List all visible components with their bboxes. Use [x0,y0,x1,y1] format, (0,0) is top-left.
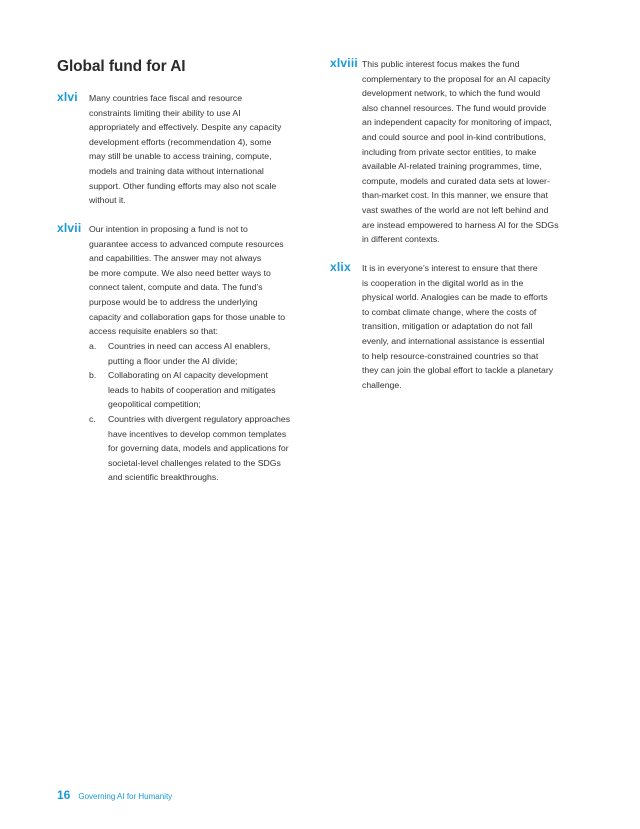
enabler-list [89,339,290,485]
text-line: purpose would be to address the underlying [89,296,258,307]
paragraph-number: xlviii [330,56,358,70]
text-line: available AI-related training programmes, time, [362,161,542,172]
text-line: and scientific breakthroughs. [108,472,219,483]
text-line: they can join the global effort to tackle a planetary [362,365,554,376]
paragraph-number: xlvi [57,90,78,104]
text-line: models and training data without international [89,165,264,176]
paragraph-xlviii [330,57,582,252]
paragraph-text [89,91,281,208]
text-line: Countries in need can access AI enablers, [108,341,271,351]
text-line: may still be unable to access training, compute, [89,151,272,162]
text-line: This public interest focus makes the fund [362,59,520,69]
text-line: for governing data, models and applications for [108,443,289,454]
text-line: without it. [89,195,126,206]
paragraph-text [89,222,285,339]
document-title: Governing AI for Humanity [78,792,173,801]
text-line: appropriately and effectively. Despite any capacity [89,122,282,133]
text-line: in different contexts. [362,234,440,245]
text-line: than-market cost. In this manner, we ensure that [362,190,548,201]
text-line: It is in everyone’s interest to ensure that there [362,263,538,273]
text-line: physical world. Analogies can be made to efforts [362,292,548,303]
text-line: and capabilities. The answer may not always [89,253,262,264]
section-title: Global fund for AI [57,58,186,75]
text-line: have incentives to develop common templates [108,428,287,439]
list-item [89,412,290,485]
text-line: Countries with divergent regulatory approaches [108,413,291,424]
text-line: development network, to which the fund would [362,88,541,99]
list-item [89,339,290,368]
text-line: are instead empowered to harness AI for the SDGs [362,219,559,230]
text-line: compute, models and curated data sets at lower- [362,175,550,186]
text-line: transition, mitigation or adaptation do not fall [362,321,533,332]
paragraph-xlix [330,261,582,396]
text-line: is cooperation in the digital world as in the [362,277,524,288]
text-line: access requisite enablers so that: [89,326,218,337]
paragraph-xlvii [57,222,313,484]
paragraph-xlvi [57,91,313,211]
text-line: to combat climate change, where the costs of [362,306,537,317]
paragraph-text [362,57,559,247]
text-line: and could source and pool in-kind contributions, [362,131,547,142]
text-line: support. Other funding efforts may also not scale [89,180,277,191]
text-line: leads to habits of cooperation and mitigates [108,384,276,395]
text-line: challenge. [362,379,402,390]
text-line: also channel resources. The fund would provide [362,102,547,113]
text-line: Many countries face fiscal and resource [89,93,243,103]
paragraph-number: xlvii [57,221,82,235]
text-line: connect talent, compute and data. The fund’s [89,282,263,293]
text-line: Collaborating on AI capacity development [108,370,268,381]
text-line: development efforts (recommendation 4), some [89,136,272,147]
text-line: guarantee access to advanced compute resources [89,238,284,249]
list-marker: c. [89,413,96,424]
text-line: Our intention in proposing a fund is not to [89,224,248,234]
text-line: including from private sector entities, to make [362,146,537,157]
text-line: capacity and collaboration gaps for those unable to [89,311,286,322]
page-footer [57,788,172,802]
paragraph-number: xlix [330,260,351,274]
list-marker: a. [89,341,97,351]
list-marker: b. [89,370,97,381]
paragraph-text [362,261,553,392]
text-line: complementary to the proposal for an AI capacity [362,73,551,84]
text-line: vast swathes of the world are not left behind and [362,204,549,215]
text-line: evenly, and international assistance is essential [362,335,545,346]
text-line: societal-level challenges related to the SDGs [108,457,281,468]
text-line: be more compute. We also need better ways to [89,267,271,278]
page-number: 16 [57,788,71,802]
text-line: constraints limiting their ability to use AI [89,107,241,118]
text-line: putting a floor under the AI divide; [108,355,238,366]
text-line: an independent capacity for monitoring of impact, [362,117,552,128]
text-line: to help resource-constrained countries so that [362,350,539,361]
text-line: geopolitical competition; [108,399,201,410]
list-item [89,368,290,412]
